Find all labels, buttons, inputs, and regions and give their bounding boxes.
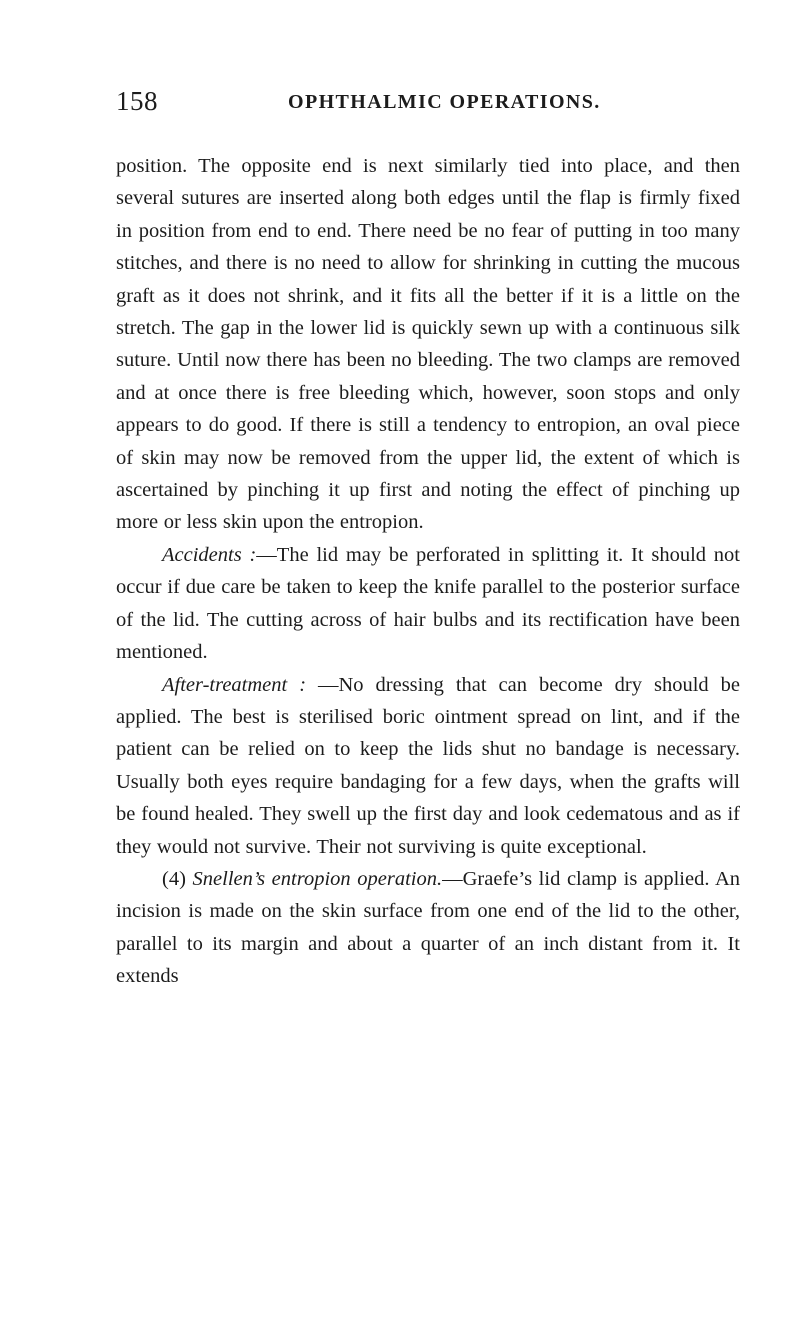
snellen-heading: Snellen’s entropion operation. [192, 867, 443, 890]
after-treatment-text: —No dressing that can become dry should be applied. The best is sterilised boric ointment spread on lint, and if the patient can be relied on to keep the lids shut no bandage is necessary. Usually both eyes require bandaging for a few days, when the grafts will be found healed. They swell up the first day and look cedematous and as if they would not survive. Their not surviving is quite exceptional. [116, 673, 740, 858]
paragraph-after-treatment [116, 669, 740, 863]
accidents-text: —The lid may be perforated in splitting it. It should not occur if due care be taken to keep the knife parallel to the posterior surface of the lid. The cutting across of hair bulbs and its rectification have been mentioned. [116, 543, 741, 664]
page-number: 158 [116, 86, 158, 116]
section-number: (4) [162, 867, 193, 890]
paragraph-continuation: position. The opposite end is next similarly tied into place, and then several sutures are inserted along both edges until the flap is firmly fixed in position from end to end. There need be no fear of putting in too many stitches, and there is no need to allow for shrinking in cutting the mucous graft as it does not shrink, and it fits all the better if it is a little on the stretch. The gap in the lower lid is quickly sewn up with a continuous silk suture. Until now there has been no bleeding. The two clamps are removed and at once there is free bleeding which, however, soon stops and only appears to do good. If there is still a tendency to entropion, an oval piece of skin may now be removed from the upper lid, the extent of which is ascertained by pinching it up first and noting the effect of pinching up more or less skin upon the entropion. [116, 155, 740, 534]
paragraph-snellen [116, 863, 740, 993]
accidents-heading: Accidents : [162, 543, 257, 566]
body-text [116, 150, 740, 993]
page-header [0, 86, 801, 120]
after-treatment-heading: After-treatment : [162, 673, 307, 696]
running-head: OPHTHALMIC OPERATIONS. [288, 91, 601, 113]
snellen-text: —Graefe’s lid clamp is applied. An incision is made on the skin surface from one end of the lid to the other, parallel to its margin and about a quarter of an inch distant from it. It extends [116, 867, 741, 988]
paragraph-accidents [116, 539, 740, 669]
